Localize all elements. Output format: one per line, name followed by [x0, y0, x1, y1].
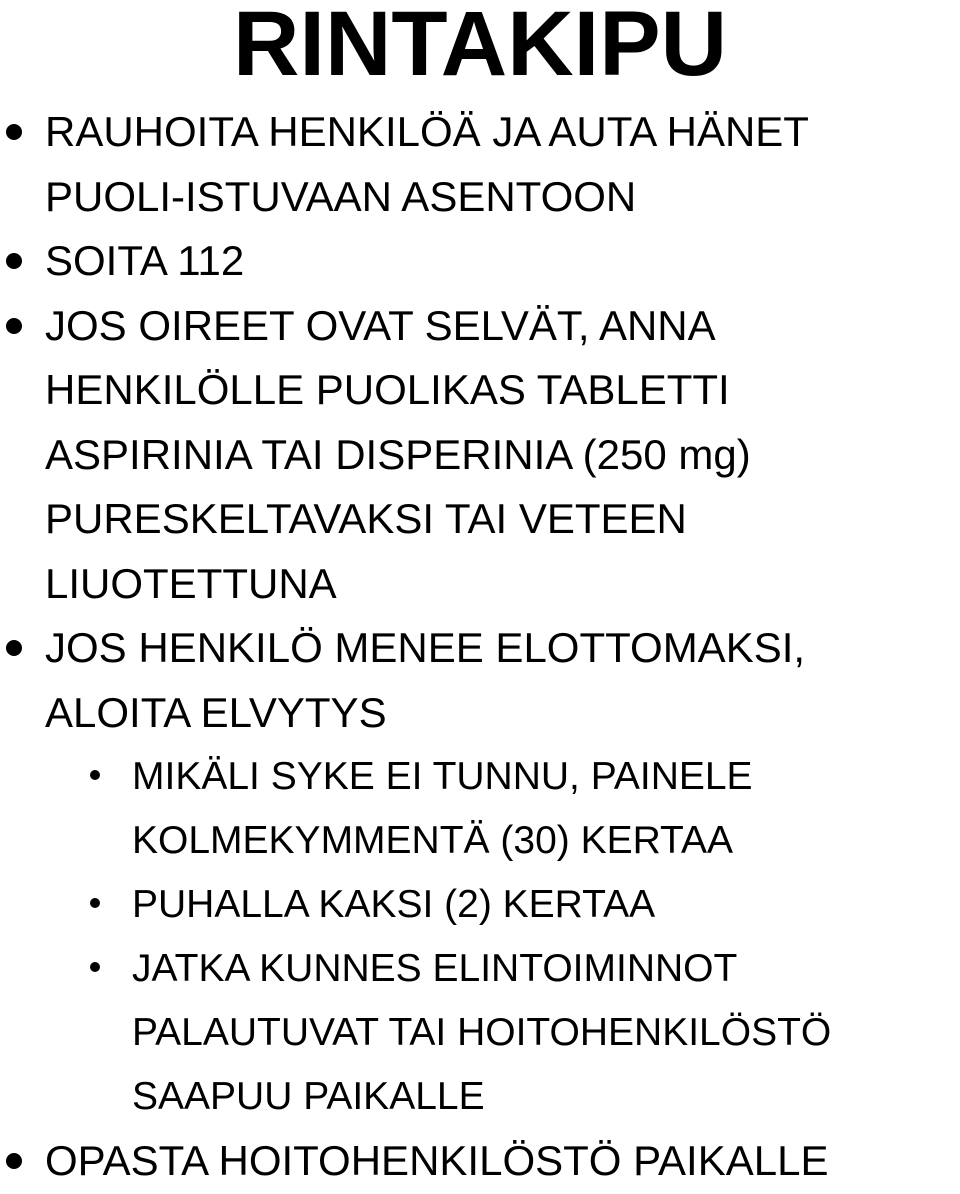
list-item-text: OPASTA HOITOHENKILÖSTÖ PAIKALLE [45, 1137, 829, 1184]
instruction-list [0, 100, 960, 1194]
bullet-icon [90, 898, 100, 908]
sub-item-continue [0, 937, 960, 1129]
list-item-text: LIUOTETTUNA [45, 559, 337, 607]
list-item-text: ALOITA ELVYTYS [45, 688, 387, 736]
list-item-guide [0, 1129, 960, 1194]
list-item-text: JOS HENKILÖ MENEE ELOTTOMAKSI, [45, 624, 806, 671]
sub-item-text: JATKA KUNNES ELINTOIMINNOT [132, 947, 738, 990]
page-title: RINTAKIPU [232, 0, 728, 95]
list-item-text: JOS OIREET OVAT SELVÄT, ANNA [45, 301, 716, 349]
sub-item-compressions [0, 745, 960, 873]
list-item-calm [0, 100, 960, 229]
bullet-icon [90, 770, 100, 780]
bullet-icon [6, 253, 22, 269]
bullet-icon [6, 124, 22, 140]
sub-item-text: KOLMEKYMMENTÄ (30) KERTAA [132, 819, 734, 862]
list-item-text: PUOLI-ISTUVAAN ASENTOON [45, 172, 637, 220]
sub-item-text: PALAUTUVAT TAI HOITOHENKILÖSTÖ [132, 1011, 832, 1054]
sub-item-text: PUHALLA KAKSI (2) KERTAA [132, 883, 656, 926]
list-item-text: ASPIRINIA TAI DISPERINIA (250 mg) [45, 430, 751, 478]
list-item-text: SOITA 112 [45, 237, 245, 284]
bullet-icon [90, 962, 100, 972]
sub-item-breaths [0, 873, 960, 937]
list-item-text: RAUHOITA HENKILÖÄ JA AUTA HÄNET [45, 108, 809, 155]
list-item-text: PURESKELTAVAKSI TAI VETEEN [45, 495, 687, 542]
list-item-aspirin [0, 294, 960, 617]
sub-item-text: MIKÄLI SYKE EI TUNNU, PAINELE [132, 755, 753, 798]
bullet-icon [6, 318, 22, 334]
bullet-icon [6, 640, 22, 656]
list-item-call [0, 229, 960, 294]
list-item-cpr [0, 616, 960, 745]
sub-item-text: SAAPUU PAIKALLE [132, 1075, 485, 1118]
list-item-text: HENKILÖLLE PUOLIKAS TABLETTI [45, 366, 730, 413]
bullet-icon [6, 1153, 22, 1169]
